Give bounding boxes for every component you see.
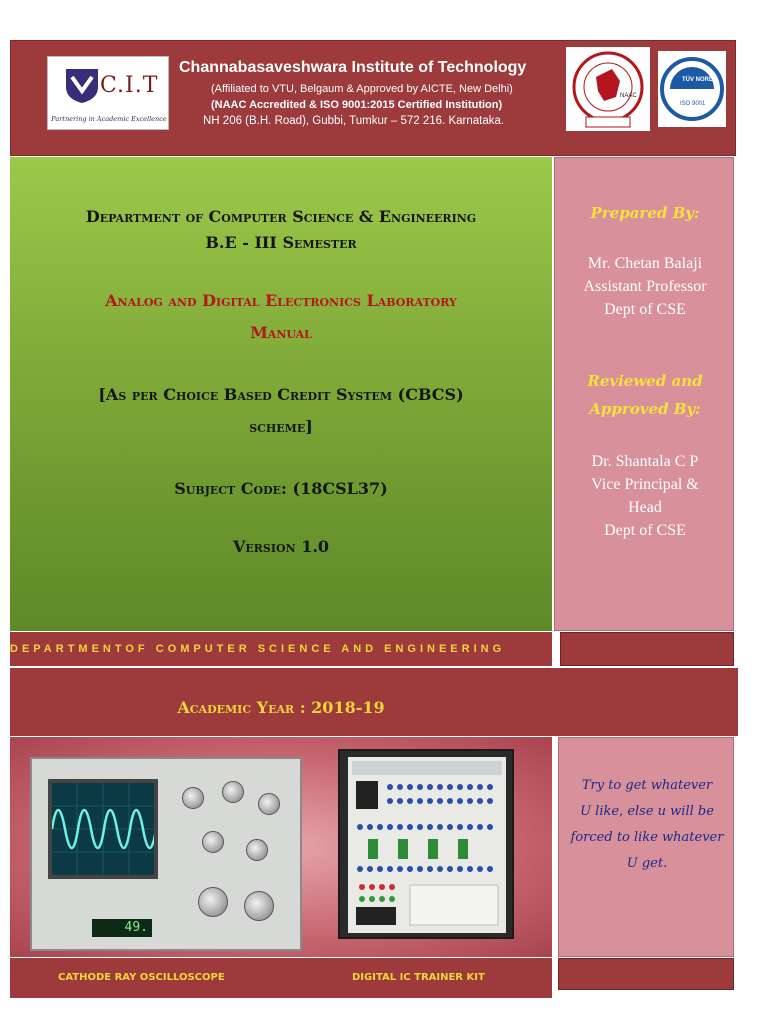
prepared-dept: Dept of CSE <box>604 301 686 318</box>
prepared-by-names <box>555 252 735 321</box>
institute-name: Channabasaveshwara Institute of Technology <box>179 59 527 76</box>
academic-year-band <box>10 668 738 736</box>
ic-trainer-kit-image <box>338 749 514 939</box>
oscilloscope-image <box>30 757 302 951</box>
naac-seal-icon <box>566 47 650 131</box>
reviewer-designation: Vice Principal & <box>591 476 699 493</box>
institute-header <box>10 40 736 156</box>
oscilloscope-readout: 49. <box>92 919 152 937</box>
department-band-right <box>560 632 734 666</box>
trainer-kit-caption: DIGITAL IC TRAINER KIT <box>352 972 485 983</box>
affiliation-text: (Affiliated to VTU, Belgaum & Approved by AICTE, New Delhi) <box>211 83 513 95</box>
version-label: Version 1.0 <box>232 537 330 556</box>
address-text: NH 206 (B.H. Road), Gubbi, Tumkur – 572 216. Karnataka. <box>203 115 505 127</box>
accreditation-text: (NAAC Accredited & ISO 9001:2015 Certified Institution) <box>211 99 503 111</box>
credits-panel <box>554 157 734 631</box>
quote-line: forced to like whatever <box>570 830 724 845</box>
prepared-name: Mr. Chetan Balaji <box>587 255 703 272</box>
oscilloscope-caption: CATHODE RAY OSCILLOSCOPE <box>58 972 225 983</box>
prepared-designation: Assistant Professor <box>583 278 707 295</box>
quote-line: U like, else u will be <box>580 804 714 819</box>
caption-band-right <box>558 958 734 990</box>
trainer-components-icon <box>348 757 506 933</box>
tuv-logo <box>658 51 726 127</box>
semester-title: B.E - III Semester <box>205 233 357 252</box>
subject-code: Subject Code: (18CSL37) <box>174 479 388 498</box>
quote-line: Try to get whatever <box>581 778 713 793</box>
lab-title-line1: Analog and Digital Electronics Laboratory <box>105 291 457 310</box>
scope-knob-icon <box>198 887 228 917</box>
reviewed-label-line2: Approved By: <box>589 400 701 418</box>
scope-knob-icon <box>246 839 268 861</box>
reviewer-name: Dr. Shantala C P <box>591 453 699 470</box>
reviewed-by-names <box>555 450 735 542</box>
title-panel <box>10 157 552 631</box>
oscilloscope-screen <box>48 779 158 879</box>
caption-band <box>10 958 552 998</box>
scope-knob-icon <box>182 787 204 809</box>
tuv-seal-icon <box>658 51 726 127</box>
equipment-images-panel <box>10 737 552 957</box>
scheme-line1: [As per Choice Based Credit System (CBCS) <box>98 385 464 404</box>
reviewed-label-line1: Reviewed and <box>587 372 703 390</box>
scope-knob-icon <box>222 781 244 803</box>
prepared-by-label: Prepared By: <box>590 204 700 222</box>
sine-wave-icon <box>52 783 154 875</box>
lab-title-line2: Manual <box>250 323 312 342</box>
scheme-line2: scheme] <box>249 417 313 436</box>
tuv-label: TÜV NORD <box>682 77 714 83</box>
quote-line: U get. <box>626 856 668 871</box>
scope-knob-icon <box>244 891 274 921</box>
quote-panel <box>558 737 734 957</box>
department-title: Department of Computer Science & Engineering <box>85 207 477 226</box>
department-band <box>10 632 552 666</box>
cit-logo <box>47 56 169 130</box>
naac-logo <box>566 47 650 131</box>
trainer-board <box>348 757 506 933</box>
reviewer-dept: Dept of CSE <box>604 522 686 539</box>
academic-year: Academic Year : 2018-19 <box>177 698 385 717</box>
naac-label: NAAC <box>620 93 637 99</box>
scope-knob-icon <box>202 831 224 853</box>
scope-knob-icon <box>258 793 280 815</box>
logo-text: C.I.T <box>100 73 159 98</box>
shield-icon <box>62 65 102 105</box>
reviewer-role: Head <box>628 499 662 516</box>
department-band-text: DEPARTMENTOF COMPUTER SCIENCE AND ENGINEERING <box>10 643 506 655</box>
tuv-iso-label: ISO 9001 <box>680 101 706 107</box>
logo-tagline: Partnering in Academic Excellence <box>51 115 167 123</box>
